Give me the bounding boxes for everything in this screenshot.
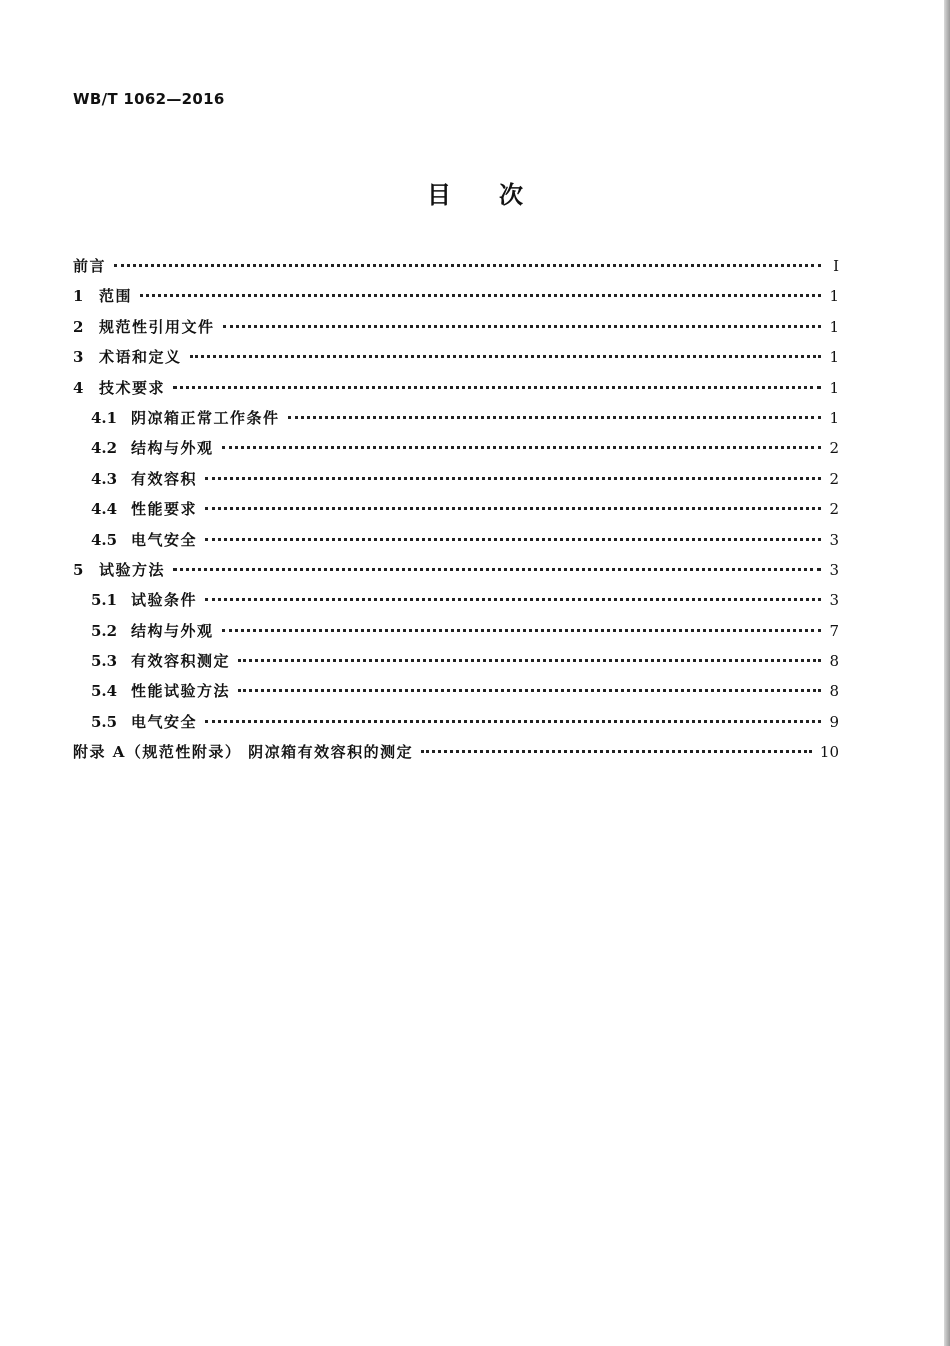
toc-entry-page: 1 [829,287,839,306]
toc-entry-label: 附录 A（规范性附录） 阴凉箱有效容积的测定 [73,743,414,762]
toc-entry-page: 2 [829,439,839,458]
toc-leader-dots [238,689,821,692]
toc-entry-label: 电气安全 [131,530,198,549]
toc-entry-number: 4.5 [91,530,118,549]
toc-entry-page: 9 [829,712,839,731]
toc-leader-dots [288,416,821,419]
toc-entry-5-4[interactable] [73,680,839,710]
toc-entry-label: 试验条件 [131,591,198,610]
toc-entry-number: 5.2 [91,621,118,640]
toc-entry-foreword[interactable] [73,255,839,285]
toc-entry-page: 7 [829,621,839,640]
toc-entry-label: 阴凉箱正常工作条件 [131,408,280,427]
toc-entry-number: 2 [73,317,84,336]
toc-entry-label: 术语和定义 [99,348,182,367]
toc-leader-dots [205,598,821,601]
toc-entry-page: 3 [829,591,839,610]
toc-entry-number: 4.1 [91,408,118,427]
toc-leader-dots [222,629,821,632]
toc-entry-page: 1 [829,378,839,397]
toc-entry-4-2[interactable] [73,437,839,467]
table-of-contents [73,255,839,772]
toc-entry-page: 1 [829,408,839,427]
toc-entry-number: 3 [73,348,84,367]
toc-entry-3[interactable] [73,346,839,376]
toc-leader-dots [238,659,821,662]
standard-code: WB/T 1062—2016 [73,90,225,108]
toc-entry-number: 5.4 [91,682,118,701]
toc-leader-dots [190,355,821,358]
page-title: 目次 [427,181,571,209]
toc-entry-page: 8 [829,652,839,671]
toc-entry-label: 结构与外观 [131,621,214,640]
toc-entry-5-3[interactable] [73,650,839,680]
toc-leader-dots [205,507,821,510]
toc-entry-label: 有效容积 [131,469,198,488]
toc-entry-number: 1 [73,287,84,306]
toc-entry-2[interactable] [73,316,839,346]
toc-leader-dots [205,477,821,480]
toc-entry-page: 3 [829,530,839,549]
toc-entry-5-1[interactable] [73,589,839,619]
toc-entry-number: 5.5 [91,712,118,731]
toc-entry-appendix-a[interactable] [73,741,839,771]
toc-entry-label: 电气安全 [131,712,198,731]
toc-entry-4-3[interactable] [73,468,839,498]
toc-entry-label: 前言 [73,257,107,275]
toc-entry-5-2[interactable] [73,620,839,650]
toc-entry-label: 性能试验方法 [131,682,231,701]
toc-entry-5-5[interactable] [73,711,839,741]
toc-entry-number: 4 [73,378,84,397]
toc-entry-label: 结构与外观 [131,439,214,458]
toc-entry-page: I [833,257,839,275]
toc-entry-number: 4.4 [91,500,118,519]
toc-entry-label: 规范性引用文件 [99,317,215,336]
toc-leader-dots [205,538,821,541]
toc-leader-dots [173,568,821,571]
toc-entry-page: 1 [829,348,839,367]
toc-leader-dots [173,386,821,389]
toc-entry-4-5[interactable] [73,529,839,559]
toc-entry-4[interactable] [73,377,839,407]
toc-entry-page: 1 [829,317,839,336]
toc-leader-dots [140,294,821,297]
toc-leader-dots [223,325,821,328]
toc-leader-dots [222,446,821,449]
toc-entry-5[interactable] [73,559,839,589]
toc-entry-number: 5.1 [91,591,118,610]
toc-entry-1[interactable] [73,285,839,315]
toc-leader-dots [114,264,821,267]
toc-entry-page: 2 [829,469,839,488]
toc-entry-label: 试验方法 [99,560,166,579]
toc-entry-number: 4.2 [91,439,118,458]
toc-entry-page: 8 [829,682,839,701]
toc-entry-label: 范围 [99,287,133,306]
toc-leader-dots [421,750,812,753]
toc-entry-page: 3 [829,560,839,579]
toc-entry-page: 10 [819,743,839,762]
toc-entry-number: 4.3 [91,469,118,488]
toc-entry-label: 技术要求 [99,378,166,397]
toc-leader-dots [205,720,821,723]
toc-entry-page: 2 [829,500,839,519]
toc-entry-number: 5 [73,560,84,579]
toc-entry-4-1[interactable] [73,407,839,437]
toc-entry-number: 5.3 [91,652,118,671]
toc-entry-label: 性能要求 [131,500,198,519]
toc-entry-4-4[interactable] [73,498,839,528]
toc-entry-label: 有效容积测定 [131,652,231,671]
